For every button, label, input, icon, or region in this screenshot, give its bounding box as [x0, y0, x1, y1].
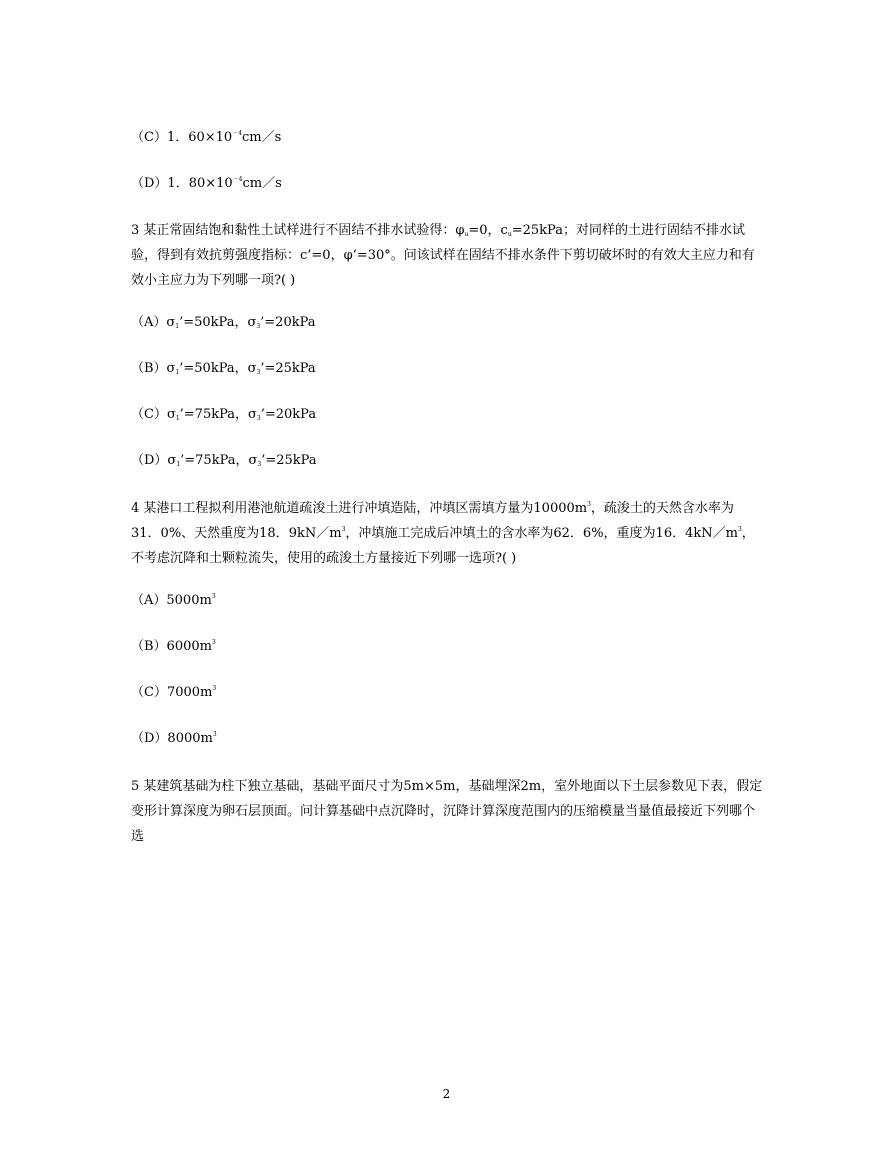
q3-option-a-sub3: 3: [256, 323, 261, 330]
q4-stem-exp2: 3: [341, 526, 346, 533]
q2-option-c-unit: cm／s: [242, 130, 282, 145]
q4-option-d-text: （D）8000m: [131, 731, 213, 746]
q3-stem-sub-u1: u: [464, 231, 469, 238]
q3-stem-part3: =25kPa；对同样的土进行固结不排水试验，得到有效抗剪强度指标：c’=0，φ‘=30°。问该试样在固结不排水条件下剪切破坏时的有效大主应力和有效小主应力为下列哪一项?( ): [131, 223, 755, 288]
q3-option-d-value2: ’=25kPa: [261, 453, 317, 468]
q3-option-c: [131, 405, 771, 425]
q3-stem: [131, 218, 763, 293]
q3-option-b: [131, 359, 771, 379]
q2-option-d-base: （D）1．80×10: [131, 176, 233, 191]
q4-option-b-exp: 3: [211, 639, 216, 646]
q2-option-d: [131, 174, 771, 194]
q3-option-c-sub1: 1: [175, 415, 180, 422]
q3-stem-part2: =0，c: [468, 223, 508, 238]
q4-option-d-exp: 3: [212, 731, 217, 738]
q4-option-c: [131, 683, 771, 703]
q4-option-c-exp: 3: [212, 685, 217, 692]
q4-option-a-text: （A）5000m: [131, 593, 212, 608]
q3-option-b-sub3: 3: [256, 369, 261, 376]
q2-option-c-exponent: －4: [232, 130, 243, 137]
page-number: 2: [442, 1087, 451, 1101]
q3-option-b-sub1: 1: [175, 369, 180, 376]
q5-stem: 5 某建筑基础为柱下独立基础，基础平面尺寸为5m×5m，基础埋深2m，室外地面以下土层参数见下表，假定变形计算深度为卵石层顶面。问计算基础中点沉降时，沉降计算深度范围内的压缩模量当量值最接近下列哪个选: [131, 779, 763, 844]
q2-option-c: [131, 128, 771, 148]
q3-option-b-value2: ’=25kPa: [260, 361, 316, 376]
q3-option-a-sub1: 1: [175, 323, 180, 330]
q4-stem: [131, 496, 763, 571]
q3-option-b-label: （B）σ: [131, 361, 176, 376]
q3-option-a-label: （A）σ: [131, 315, 176, 330]
q3-option-a-value2: ’=20kPa: [260, 315, 316, 330]
q4-option-a: [131, 591, 771, 611]
q3-stem-part1: 3 某正常固结饱和黏性土试样进行不固结不排水试验得：φ: [131, 223, 465, 238]
q3-option-d-sub1: 1: [176, 461, 181, 468]
q4-option-d: [131, 729, 771, 749]
q3-stem-sub-u2: u: [507, 231, 512, 238]
q3-option-c-value2: ’=20kPa: [260, 407, 317, 422]
q3-option-d-sub3: 3: [257, 461, 262, 468]
q3-option-c-value1: ’=75kPa，σ: [179, 407, 257, 422]
q4-stem-part2: ，疏浚土的天然含水率为31．0%、天然重度为18．9kN／m: [131, 501, 734, 541]
q3-option-b-value1: ’=50kPa，σ: [179, 361, 257, 376]
q3-option-d: [131, 451, 771, 471]
q4-option-c-text: （C）7000m: [131, 685, 213, 700]
q3-option-a: [131, 313, 771, 333]
q4-stem-part1: 4 某港口工程拟利用港池航道疏浚土进行冲填造陆，冲填区需填方量为10000m: [131, 501, 588, 516]
q2-option-c-base: （C）1．60×10: [131, 130, 233, 145]
q4-stem-exp3: 3: [737, 526, 742, 533]
q3-option-d-label: （D）σ: [131, 453, 177, 468]
q4-stem-part4: ，不考虑沉降和土颗粒流失，使用的疏浚土方量接近下列哪一选项?( ): [131, 526, 755, 566]
q3-option-a-value1: ’=50kPa，σ: [179, 315, 257, 330]
q3-option-d-value1: ’=75kPa，σ: [180, 453, 258, 468]
q4-option-a-exp: 3: [211, 593, 216, 600]
q3-option-c-label: （C）σ: [131, 407, 176, 422]
q3-option-c-sub3: 3: [256, 415, 261, 422]
q2-option-d-unit: cm／s: [242, 176, 282, 191]
q4-option-b: [131, 637, 771, 657]
q2-option-d-exponent: －4: [232, 176, 243, 183]
q4-stem-part3: ，冲填施工完成后冲填土的含水率为62．6%，重度为16．4kN／m: [345, 526, 738, 541]
q4-option-b-text: （B）6000m: [131, 639, 212, 654]
q4-stem-exp1: 3: [587, 501, 591, 508]
